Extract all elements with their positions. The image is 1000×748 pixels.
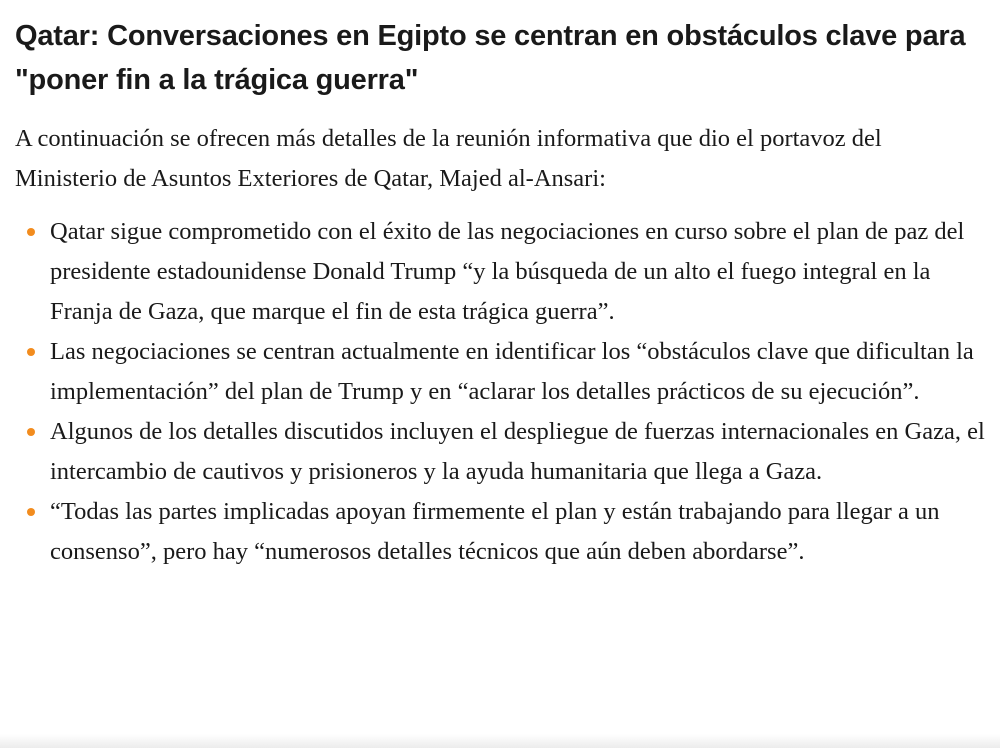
bullet-dot-icon [27,228,35,236]
bullet-dot-icon [27,508,35,516]
list-item [15,212,985,332]
list-item-text: Algunos de los detalles discutidos incluyen el despliegue de fuerzas internacionales en Gaza, el intercambio de cautivos y prisioneros y la ayuda humanitaria que llega a Gaza. [50,418,985,485]
list-item [15,332,985,412]
article-headline: Qatar: Conversaciones en Egipto se centran en obstáculos clave para "poner fin a la trágica guerra" [15,20,966,96]
list-item-text: “Todas las partes implicadas apoyan firmemente el plan y están trabajando para llegar a un consenso”, pero hay “numerosos detalles técnicos que aún deben abordarse”. [50,498,940,565]
bottom-fade [0,734,1000,748]
article [15,0,985,572]
bullet-dot-icon [27,428,35,436]
list-item [15,492,985,572]
article-intro: A continuación se ofrecen más detalles de la reunión informativa que dio el portavoz del Ministerio de Asuntos Exteriores de Qatar, Majed al-Ansari: [15,125,882,192]
bullet-dot-icon [27,348,35,356]
list-item [15,412,985,492]
list-item-text: Qatar sigue comprometido con el éxito de las negociaciones en curso sobre el plan de paz del presidente estadounidense Donald Trump “y la búsqueda de un alto el fuego integral en la Franja de Gaza, que marque el fin de esta trágica guerra”. [50,218,965,325]
list-item-text: Las negociaciones se centran actualmente en identificar los “obstáculos clave que dificultan la implementación” del plan de Trump y en “aclarar los detalles prácticos de su ejecución”. [50,338,974,405]
bullet-list [15,212,985,572]
